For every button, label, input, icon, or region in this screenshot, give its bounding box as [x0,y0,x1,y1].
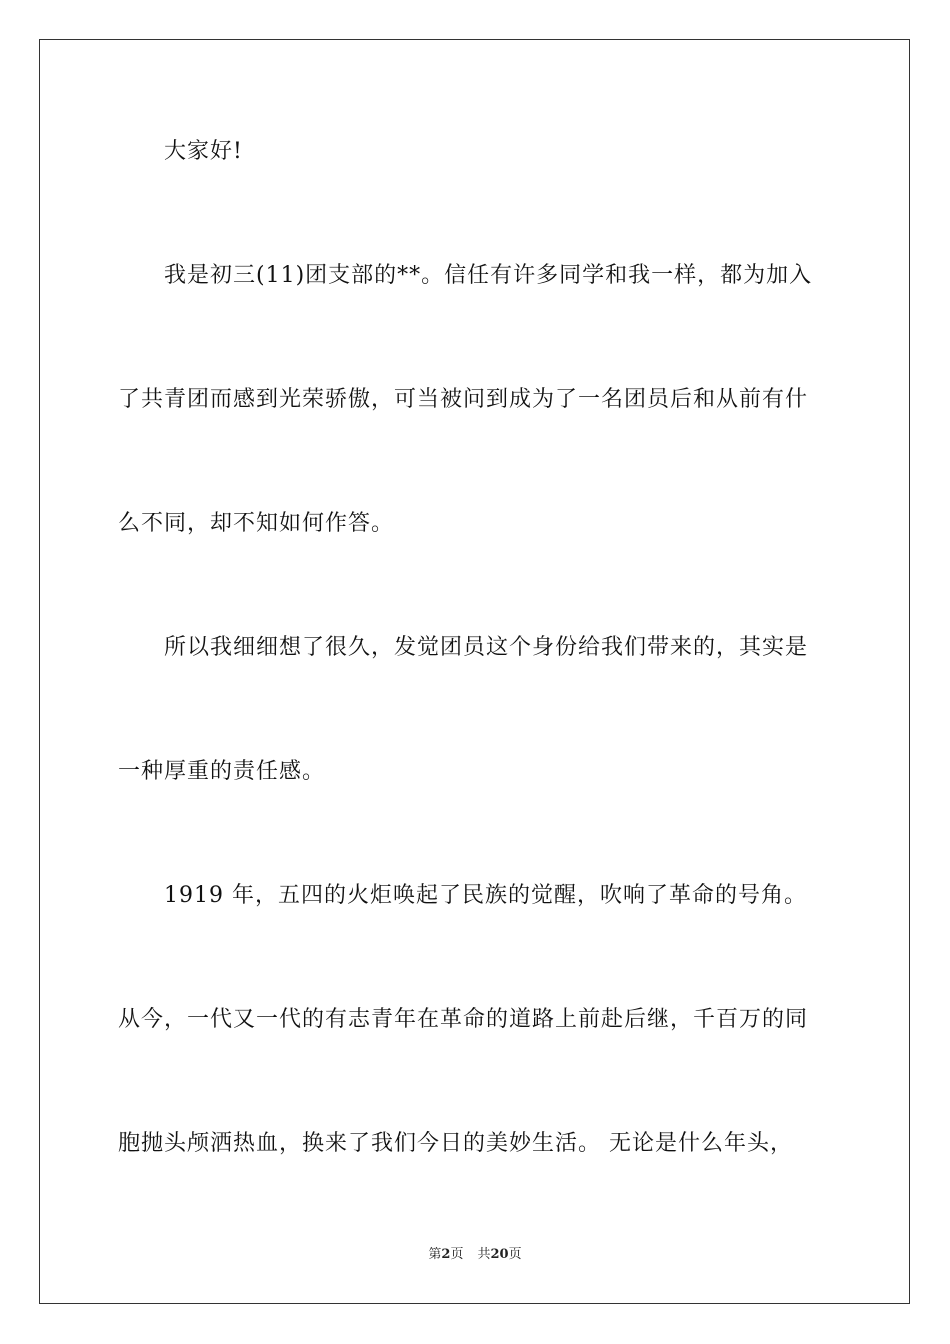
paragraph-3-line-3: 胞抛头颅洒热血，换来了我们今日的美妙生活。 无论是什么年头， [118,1131,793,1156]
page-frame [39,39,910,1304]
paragraph-2-line-1: 所以我细细想了很久，发觉团员这个身份给我们带来的，其实是 [164,635,809,660]
page-footer [0,1246,950,1264]
total-prefix: 共 [477,1247,491,1262]
paragraph-2-line-2: 一种厚重的责任感。 [118,759,326,784]
greeting-line: 大家好! [164,139,243,164]
paragraph-1-line-2: 了共青团而感到光荣骄傲，可当被问到成为了一名团员后和从前有什 [118,387,809,412]
total-page-count: 20 [490,1247,509,1262]
page-prefix: 第 [428,1247,442,1262]
current-page-number: 2 [441,1247,451,1262]
paragraph-3-line-2: 从今，一代又一代的有志青年在革命的道路上前赴后继，千百万的同 [118,1007,809,1032]
page-suffix: 页 [450,1247,464,1262]
paragraph-1-line-3: 么不同，却不知如何作答。 [118,511,395,536]
total-suffix: 页 [508,1247,522,1262]
paragraph-1-line-1: 我是初三(11)团支部的**。信任有许多同学和我一样，都为加入 [164,263,813,288]
paragraph-3-line-1: 1919 年，五四的火炬唤起了民族的觉醒，吹响了革命的号角。 [164,883,807,908]
